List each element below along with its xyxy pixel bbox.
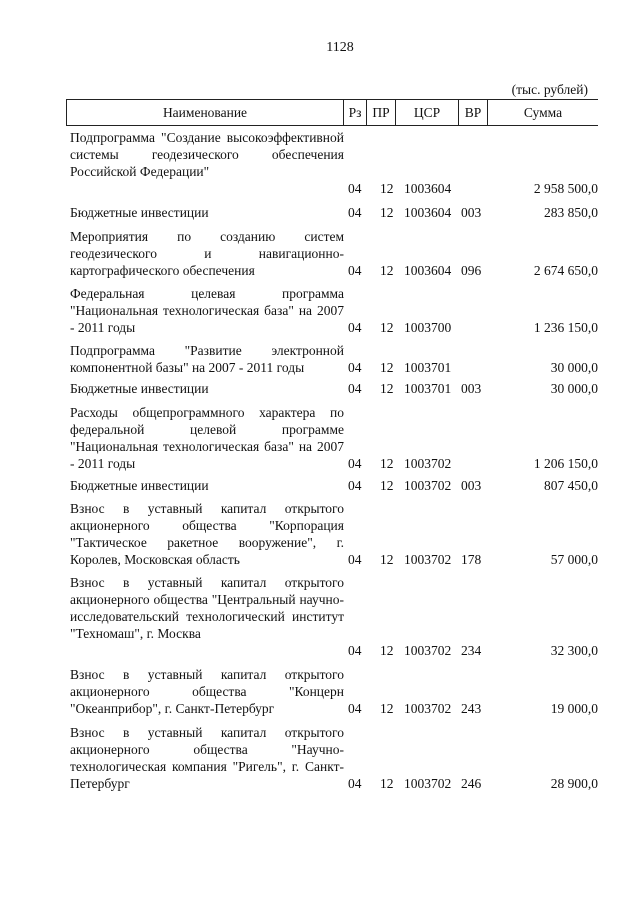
row-name: Бюджетные инвестиции [70, 381, 209, 396]
row-rz: 04 [348, 381, 362, 396]
row-sum: 2 674 650,0 [533, 263, 598, 278]
table-row [0, 500, 640, 568]
row-name: Бюджетные инвестиции [70, 478, 209, 493]
row-pr: 12 [380, 478, 394, 493]
row-csr: 1003701 [404, 360, 452, 375]
row-csr: 1003702 [404, 478, 452, 493]
row-csr: 1003701 [404, 381, 452, 396]
table-row [0, 204, 640, 221]
row-rz: 04 [348, 701, 362, 716]
header-pr: ПР [367, 100, 396, 125]
row-csr: 1003604 [404, 263, 452, 278]
row-pr: 12 [380, 320, 394, 335]
row-csr: 1003604 [404, 181, 452, 196]
row-pr: 12 [380, 205, 394, 220]
row-csr: 1003702 [404, 643, 452, 658]
row-rz: 04 [348, 456, 362, 471]
row-rz: 04 [348, 552, 362, 567]
row-vr: 178 [461, 552, 482, 567]
row-rz: 04 [348, 360, 362, 375]
row-rz: 04 [348, 643, 362, 658]
row-csr: 1003702 [404, 701, 452, 716]
row-name: Мероприятия по созданию систем геодезического и навигационно-картографического обеспечения [70, 229, 344, 278]
table-row [0, 477, 640, 494]
row-csr: 1003702 [404, 456, 452, 471]
header-name: Наименование [67, 100, 344, 125]
row-sum: 19 000,0 [550, 701, 598, 716]
table-header [66, 99, 598, 126]
row-csr: 1003700 [404, 320, 452, 335]
row-pr: 12 [380, 776, 394, 791]
row-name: Подпрограмма "Развитие электронной компонентной базы" на 2007 - 2011 годы [70, 343, 344, 375]
row-name: Федеральная целевая программа "Национальная технологическая база" на 2007 - 2011 годы [70, 286, 344, 335]
table-row [0, 724, 640, 792]
table-row [0, 342, 640, 376]
row-sum: 32 300,0 [550, 643, 598, 658]
row-sum: 28 900,0 [550, 776, 598, 791]
row-pr: 12 [380, 360, 394, 375]
table-row [0, 666, 640, 717]
row-rz: 04 [348, 320, 362, 335]
row-sum: 57 000,0 [550, 552, 598, 567]
row-sum: 283 850,0 [544, 205, 598, 220]
row-name: Взнос в уставный капитал открытого акционерного общества "Концерн "Океанприбор", г. Санкт-Петербург [70, 667, 344, 716]
row-vr: 234 [461, 643, 482, 658]
row-pr: 12 [380, 552, 394, 567]
row-vr: 003 [461, 478, 482, 493]
table-row [0, 285, 640, 336]
row-csr: 1003702 [404, 552, 452, 567]
row-csr: 1003702 [404, 776, 452, 791]
row-name: Бюджетные инвестиции [70, 205, 209, 220]
row-rz: 04 [348, 263, 362, 278]
row-pr: 12 [380, 643, 394, 658]
row-name: Взнос в уставный капитал открытого акционерного общества "Корпорация "Тактическое ракетное вооружение", г. Королев, Московская область [70, 501, 344, 567]
header-vr: ВР [459, 100, 488, 125]
row-pr: 12 [380, 181, 394, 196]
row-vr: 096 [461, 263, 482, 278]
row-vr: 003 [461, 381, 482, 396]
header-csr: ЦСР [396, 100, 459, 125]
page-number: 1128 [326, 40, 354, 55]
row-sum: 1 206 150,0 [533, 456, 598, 471]
row-csr: 1003604 [404, 205, 452, 220]
row-vr: 003 [461, 205, 482, 220]
table-row [0, 404, 640, 472]
table-row [0, 228, 640, 279]
row-sum: 1 236 150,0 [533, 320, 598, 335]
table-row [0, 574, 640, 659]
row-name: Взнос в уставный капитал открытого акционерного общества "Научно-технологическая компания "Ригель", г. Санкт-Петербург [70, 725, 344, 791]
row-name: Взнос в уставный капитал открытого акционерного общества "Центральный научно-исследовательский технологический институт "Техномаш", г. Москва [70, 575, 344, 641]
units-label: (тыс. рублей) [511, 82, 588, 97]
row-vr: 243 [461, 701, 482, 716]
row-sum: 807 450,0 [544, 478, 598, 493]
row-rz: 04 [348, 181, 362, 196]
header-rz: Рз [344, 100, 367, 125]
row-rz: 04 [348, 205, 362, 220]
row-sum: 30 000,0 [550, 381, 598, 396]
row-sum: 2 958 500,0 [533, 181, 598, 196]
row-rz: 04 [348, 478, 362, 493]
row-sum: 30 000,0 [550, 360, 598, 375]
table-row [0, 380, 640, 397]
row-name: Подпрограмма "Создание высокоэффективной системы геодезического обеспечения Российской Федерации" [70, 130, 344, 179]
row-rz: 04 [348, 776, 362, 791]
row-pr: 12 [380, 381, 394, 396]
row-pr: 12 [380, 263, 394, 278]
row-vr: 246 [461, 776, 482, 791]
row-name: Расходы общепрограммного характера по федеральной целевой программе "Национальная технологическая база" на 2007 - 2011 годы [70, 405, 344, 471]
row-pr: 12 [380, 701, 394, 716]
row-pr: 12 [380, 456, 394, 471]
header-sum: Сумма [523, 105, 563, 120]
table-row [0, 129, 640, 197]
